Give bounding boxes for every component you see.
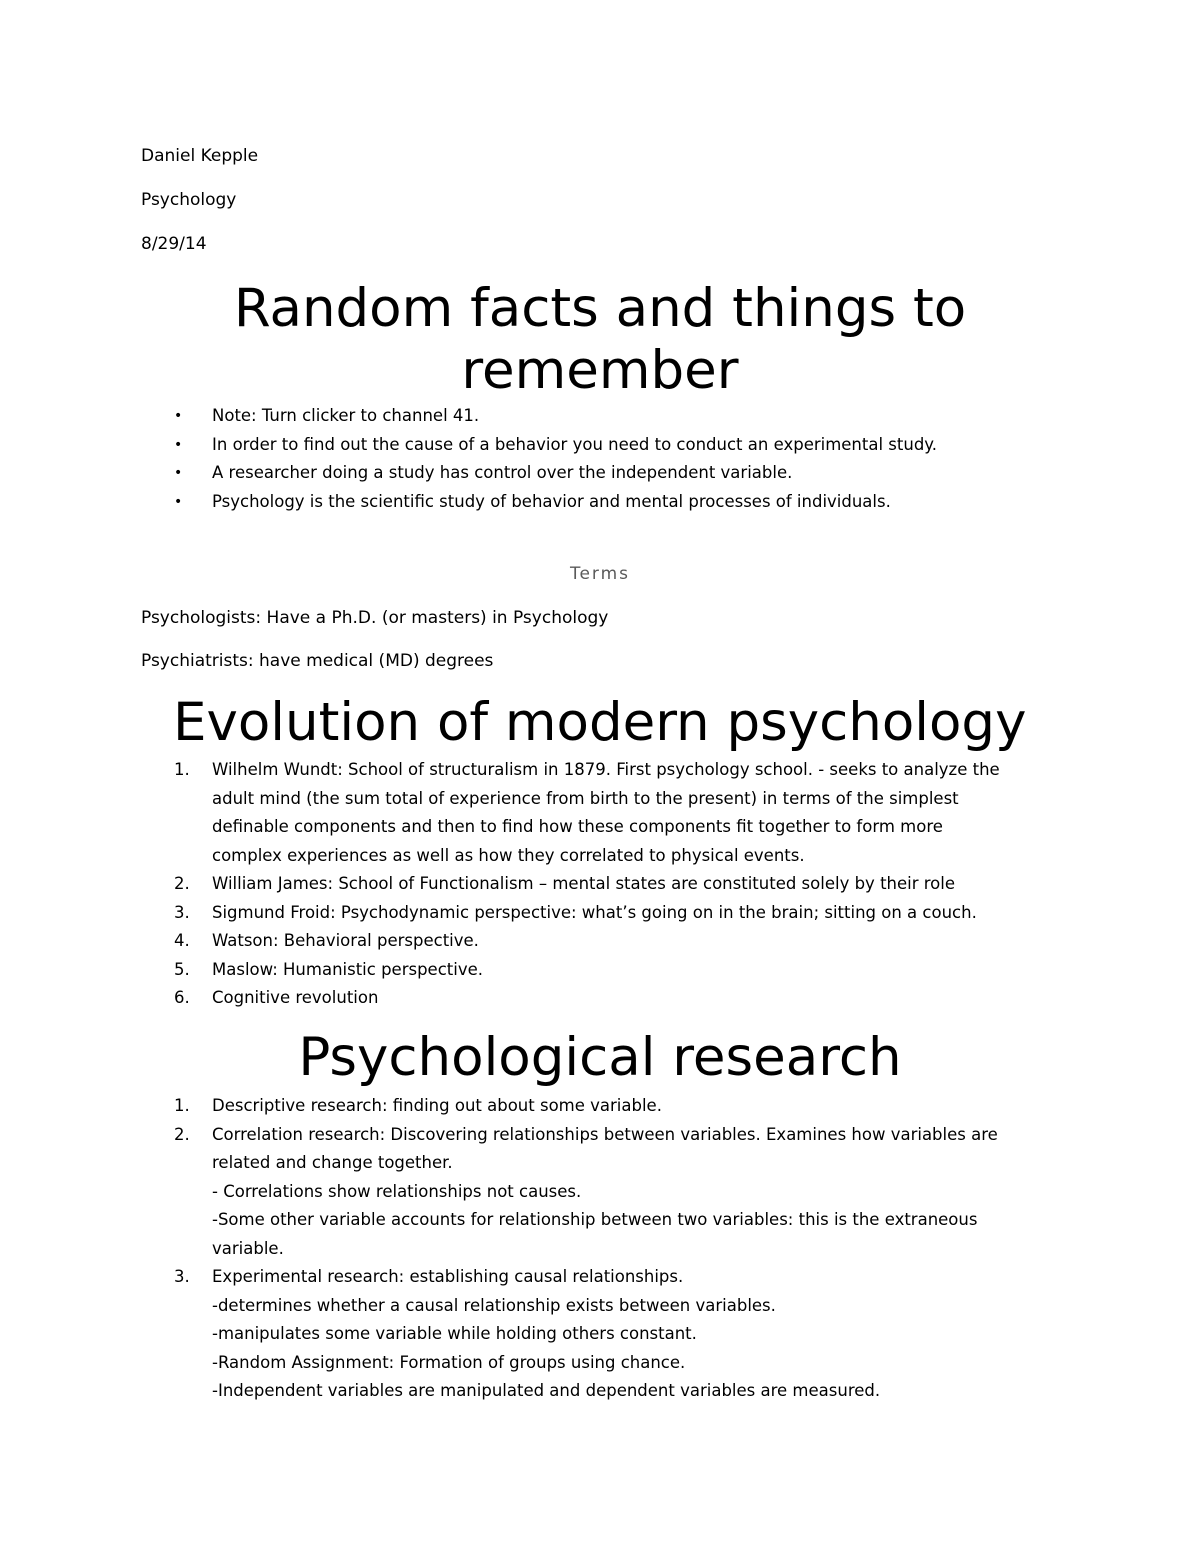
list-item — [141, 756, 1059, 870]
item-number: 3. — [174, 902, 190, 922]
item-number: 1. — [174, 1096, 190, 1115]
item-line: complex experiences as well as how they correlated to physical events. — [212, 845, 805, 865]
list-item — [141, 899, 1059, 928]
facts-bullet-list — [141, 402, 1059, 516]
research-numbered-list — [141, 1092, 1059, 1406]
list-item — [141, 402, 1059, 431]
bullet-marker: • — [174, 436, 183, 453]
list-item — [141, 431, 1059, 460]
list-item — [141, 870, 1059, 899]
section3-title: Psychological research — [298, 1027, 902, 1088]
item-line: -determines whether a causal relationship exists between variables. — [212, 1295, 776, 1315]
bullet-text: Note: Turn clicker to channel 41. — [212, 406, 480, 425]
item-line: Descriptive research: finding out about some variable. — [212, 1096, 662, 1115]
terms-heading: Terms — [569, 564, 631, 584]
term-psychiatrists: Psychiatrists: have medical (MD) degrees — [141, 651, 494, 671]
term-psychologists: Psychologists: Have a Ph.D. (or masters) in Psychology — [141, 608, 609, 628]
item-line: Maslow: Humanistic perspective. — [212, 959, 483, 979]
date-line: 8/29/14 — [141, 234, 207, 254]
item-number: 2. — [174, 874, 190, 893]
item-line: William James: School of Functionalism – mental states are constituted solely by their role — [212, 874, 956, 893]
list-item — [141, 956, 1059, 985]
document-page — [141, 0, 1059, 1553]
bullet-text: Psychology is the scientific study of behavior and mental processes of individuals. — [212, 491, 891, 511]
list-item — [141, 1263, 1059, 1406]
list-item — [141, 1092, 1059, 1121]
item-line: Experimental research: establishing causal relationships. — [212, 1267, 684, 1286]
list-item — [141, 459, 1059, 488]
item-line: -manipulates some variable while holding others constant. — [212, 1324, 697, 1343]
item-line: -Independent variables are manipulated and dependent variables are measured. — [212, 1381, 881, 1400]
section1-title-line2: remember — [461, 340, 739, 401]
list-item — [141, 1121, 1059, 1264]
item-line: Correlation research: Discovering relationships between variables. Examines how variables are — [212, 1124, 998, 1144]
bullet-marker: • — [174, 465, 183, 481]
evolution-numbered-list — [141, 756, 1059, 1013]
item-number: 1. — [174, 760, 190, 779]
item-line: Cognitive revolution — [212, 988, 379, 1007]
section2-title: Evolution of modern psychology — [173, 692, 1027, 753]
list-item — [141, 488, 1059, 517]
list-item — [141, 984, 1059, 1013]
bullet-text: A researcher doing a study has control over the independent variable. — [212, 463, 793, 482]
item-number: 5. — [174, 959, 190, 979]
item-line: variable. — [212, 1238, 284, 1258]
bullet-marker: • — [174, 493, 183, 510]
item-line: Watson: Behavioral perspective. — [212, 931, 479, 950]
item-line: Sigmund Froid: Psychodynamic perspective: what’s going on in the brain; sitting on a couch. — [212, 902, 977, 922]
section1-title-line1: Random facts and things to — [233, 278, 967, 339]
author-name: Daniel Kepple — [141, 146, 259, 166]
item-line: -Some other variable accounts for relationship between two variables: this is the extraneous — [212, 1210, 978, 1229]
bullet-marker: • — [174, 408, 183, 424]
item-number: 6. — [174, 988, 190, 1007]
item-number: 3. — [174, 1267, 190, 1286]
subject-line: Psychology — [141, 190, 237, 210]
item-line: - Correlations show relationships not causes. — [212, 1181, 582, 1201]
item-number: 4. — [174, 931, 190, 950]
item-line: definable components and then to find how these components fit together to form more — [212, 817, 943, 836]
item-line: Wilhelm Wundt: School of structuralism in 1879. First psychology school. - seeks to analyze the — [212, 760, 1000, 779]
bullet-text: In order to find out the cause of a behavior you need to conduct an experimental study. — [212, 434, 937, 454]
item-line: adult mind (the sum total of experience from birth to the present) in terms of the simplest — [212, 788, 959, 808]
item-line: -Random Assignment: Formation of groups using chance. — [212, 1352, 686, 1372]
list-item — [141, 927, 1059, 956]
item-line: related and change together. — [212, 1153, 453, 1172]
item-number: 2. — [174, 1124, 190, 1144]
